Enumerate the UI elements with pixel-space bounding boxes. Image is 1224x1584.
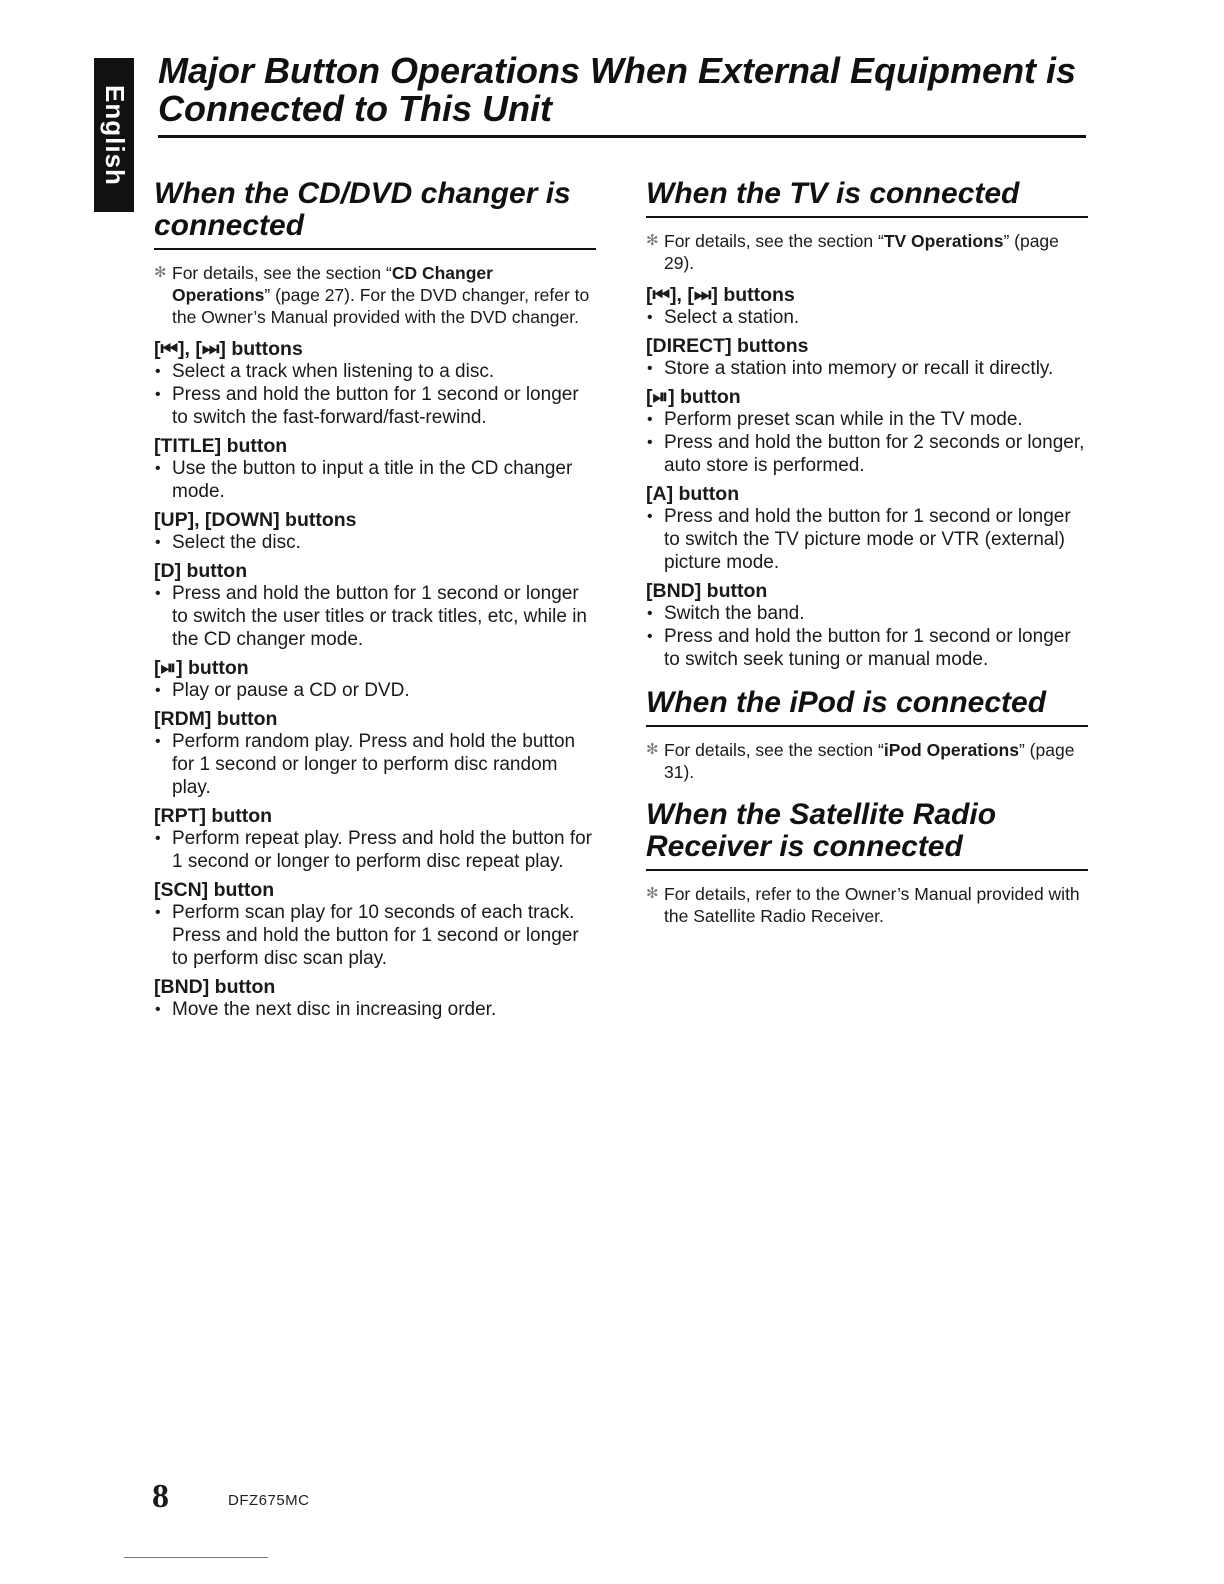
bullet-item: • Press and hold the button for 1 second or longer to switch the TV picture mode or VTR (external) picture mode. [646, 505, 1088, 574]
section-heading: When the CD/DVD changer is connected [154, 178, 596, 250]
bullet-item: • Perform preset scan while in the TV mode. [646, 408, 1088, 431]
bullet-item: • Play or pause a CD or DVD. [154, 679, 596, 702]
button-group [154, 976, 596, 1021]
button-title: [⏮], [⏭] buttons [154, 338, 303, 360]
section-heading: When the TV is connected [646, 178, 1088, 218]
button-group [154, 657, 596, 702]
button-title: [RDM] button [154, 708, 278, 730]
section-heading: When the iPod is connected [646, 687, 1088, 727]
bullet-item: • Press and hold the button for 1 second or longer to switch the fast-forward/fast-rewind. [154, 383, 596, 429]
bullet-list [646, 505, 1088, 574]
button-title: [BND] button [646, 580, 768, 602]
bullet-list [646, 306, 1088, 329]
button-group [646, 284, 1088, 329]
button-group [154, 338, 596, 429]
bullet-item: • Switch the band. [646, 602, 1088, 625]
bullet-list [154, 531, 596, 554]
button-list [154, 338, 596, 1021]
footer-rule [124, 1557, 268, 1558]
button-group [154, 560, 596, 651]
button-group [646, 386, 1088, 477]
button-group [154, 509, 596, 554]
bullet-item: • Store a station into memory or recall it directly. [646, 357, 1088, 380]
bullet-item: • Use the button to input a title in the CD changer mode. [154, 457, 596, 503]
left-column [154, 178, 596, 1037]
button-title: [TITLE] button [154, 435, 288, 457]
section-note: ✻ For details, see the section “TV Operations” (page 29). [646, 231, 1059, 273]
language-tab-label: English [99, 84, 130, 186]
bullet-list [154, 827, 596, 873]
section-satellite [646, 799, 1088, 927]
button-group [646, 580, 1088, 671]
model-number: DFZ675MC [228, 1492, 310, 1509]
section-ipod [646, 687, 1088, 783]
section-note: ✻ For details, refer to the Owner’s Manual provided with the Satellite Radio Receiver. [646, 884, 1080, 926]
right-column [646, 178, 1088, 943]
bullet-item: • Perform random play. Press and hold the button for 1 second or longer to perform disc random play. [154, 730, 596, 799]
section-cd-dvd [154, 178, 596, 1021]
bullet-list [154, 457, 596, 503]
button-title: [⏮], [⏭] buttons [646, 284, 795, 306]
section-note: ✻ For details, see the section “iPod Operations” (page 31). [646, 740, 1075, 782]
bullet-item: • Move the next disc in increasing order. [154, 998, 596, 1021]
page-title: Major Button Operations When External Equipment is Connected to This Unit [158, 50, 1077, 129]
button-title: [RPT] button [154, 805, 273, 827]
language-tab [94, 58, 134, 212]
section-heading: When the Satellite Radio Receiver is connected [646, 799, 1088, 871]
bullet-list [646, 408, 1088, 477]
bullet-item: • Press and hold the button for 1 second or longer to switch the user titles or track titles, etc, while in the CD changer mode. [154, 582, 596, 651]
button-group [646, 335, 1088, 380]
button-title: [D] button [154, 560, 248, 582]
button-title: [UP], [DOWN] buttons [154, 509, 357, 531]
bullet-item: • Select the disc. [154, 531, 596, 554]
button-group [154, 879, 596, 970]
button-group [154, 435, 596, 503]
bullet-list [154, 582, 596, 651]
title-rule [158, 135, 1086, 138]
asterisk-icon: ✻ [646, 232, 659, 249]
button-group [646, 483, 1088, 574]
button-title: [A] button [646, 483, 740, 505]
button-title: [⏯] button [154, 657, 249, 679]
bullet-item: • Perform repeat play. Press and hold the button for 1 second or longer to perform disc repeat play. [154, 827, 596, 873]
button-title: [⏯] button [646, 386, 741, 408]
bullet-list [154, 998, 596, 1021]
button-list [646, 284, 1088, 671]
button-title: [SCN] button [154, 879, 275, 901]
bullet-list [154, 730, 596, 799]
bullet-list [154, 679, 596, 702]
button-title: [DIRECT] buttons [646, 335, 809, 357]
bullet-item: • Select a track when listening to a disc. [154, 360, 596, 383]
bullet-list [646, 357, 1088, 380]
section-note: ✻ For details, see the section “CD Changer Operations” (page 27). For the DVD changer, refer to the Owner’s Manual provided with the DVD changer. [154, 263, 590, 327]
bullet-list [154, 360, 596, 429]
bullet-item: • Press and hold the button for 2 seconds or longer, auto store is performed. [646, 431, 1088, 477]
bullet-item: • Press and hold the button for 1 second or longer to switch seek tuning or manual mode. [646, 625, 1088, 671]
button-group [154, 805, 596, 873]
asterisk-icon: ✻ [646, 885, 659, 902]
section-tv [646, 178, 1088, 671]
bullet-list [646, 602, 1088, 671]
bullet-item: • Select a station. [646, 306, 1088, 329]
button-title: [BND] button [154, 976, 276, 998]
asterisk-icon: ✻ [646, 741, 659, 758]
button-group [154, 708, 596, 799]
bullet-list [154, 901, 596, 970]
asterisk-icon: ✻ [154, 264, 167, 281]
page-number: 8 [152, 1478, 169, 1515]
bullet-item: • Perform scan play for 10 seconds of each track. Press and hold the button for 1 second or longer to perform disc scan play. [154, 901, 596, 970]
